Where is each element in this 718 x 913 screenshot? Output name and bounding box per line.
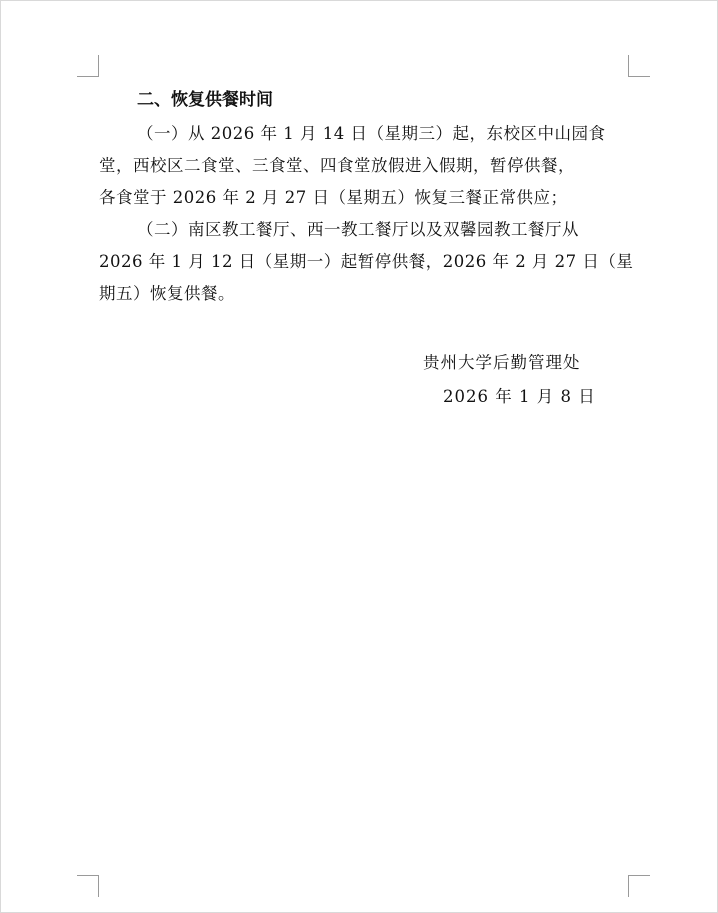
paragraph-one-line-1: （一）从 2026 年 1 月 14 日（星期三）起，东校区中山园食 <box>137 124 606 143</box>
margin-corner-top-right <box>628 55 650 77</box>
paragraph-one-line-3: 各食堂于 2026 年 2 月 27 日（星期五）恢复三餐正常供应； <box>99 188 568 207</box>
paragraph-two-line-2: 2026 年 1 月 12 日（星期一）起暂停供餐，2026 年 2 月 27 日（星 <box>99 252 634 271</box>
signature-date: 2026 年 1 月 8 日 <box>443 387 596 406</box>
margin-corner-top-left <box>77 55 99 77</box>
paragraph-two-line-1: （二）南区教工餐厅、西一教工餐厅以及双馨园教工餐厅从 <box>137 220 579 239</box>
margin-corner-bottom-right <box>628 875 650 897</box>
paragraph-one-line-2: 堂，西校区二食堂、三食堂、四食堂放假进入假期，暂停供餐， <box>99 156 575 175</box>
paragraph-two-line-3: 期五）恢复供餐。 <box>99 284 235 303</box>
signature-organization: 贵州大学后勤管理处 <box>423 353 581 372</box>
margin-corner-bottom-left <box>77 875 99 897</box>
section-heading: 二、恢复供餐时间 <box>137 90 273 110</box>
